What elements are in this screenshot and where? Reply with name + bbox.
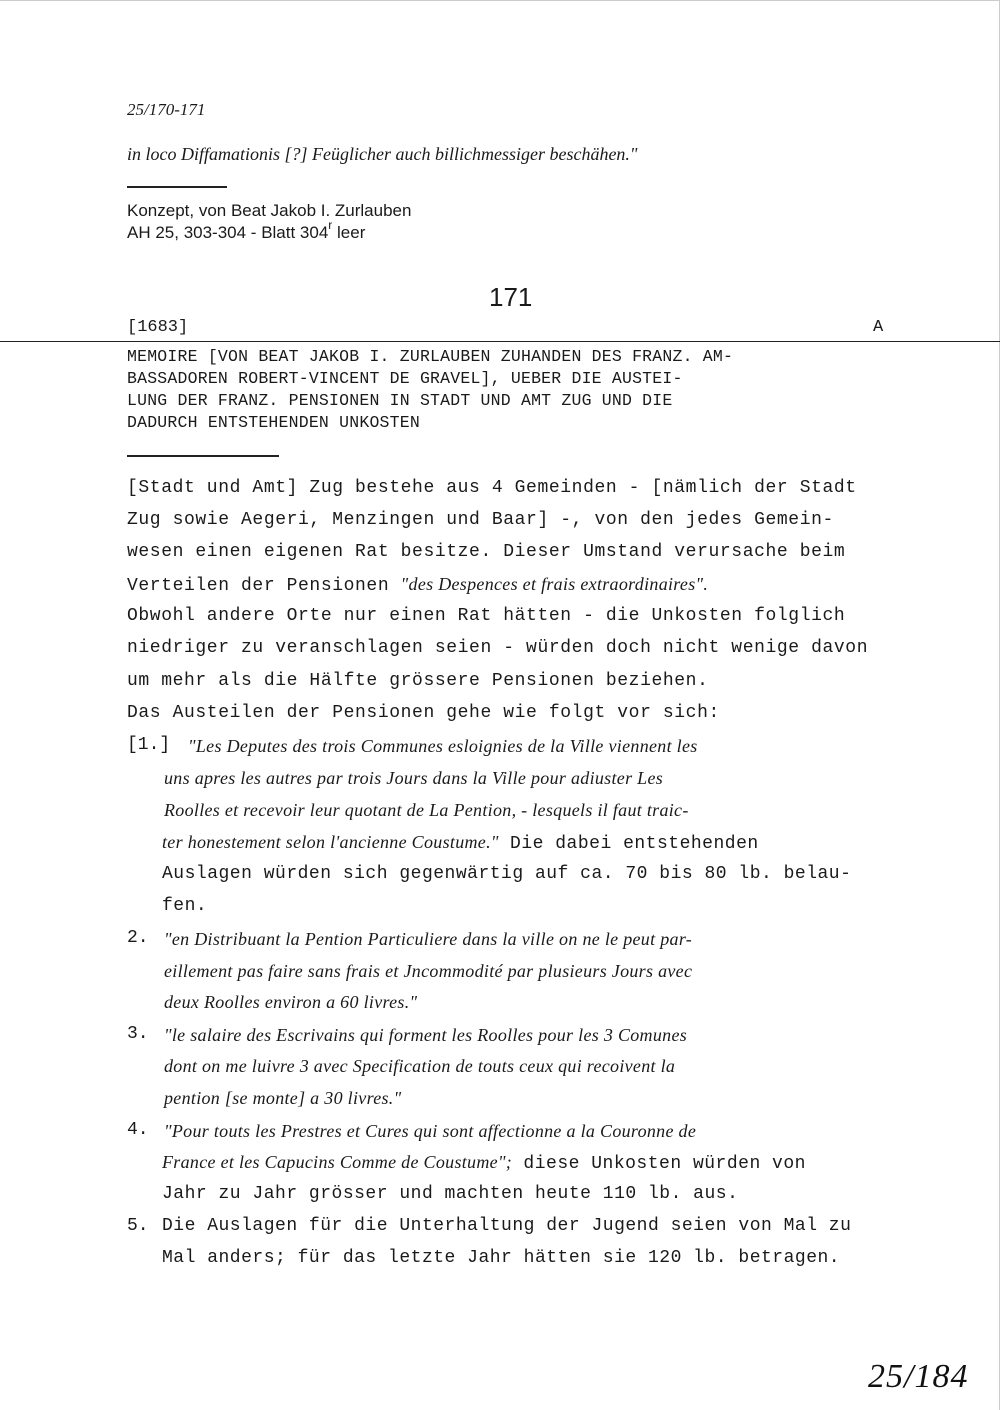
list-item-number: 2. [127, 928, 149, 948]
archive-number: 25/184 [868, 1358, 969, 1395]
paragraph-line: wesen einen eigenen Rat besitze. Dieser Umstand verursache beim [127, 542, 846, 562]
paragraph-line: [Stadt und Amt] Zug bestehe aus 4 Gemeinden - [nämlich der Stadt [127, 478, 857, 498]
document-mark: A [873, 318, 884, 337]
heading-line-2: BASSADOREN ROBERT-VINCENT DE GRAVEL], UEBER DIE AUSTEI- [127, 369, 683, 388]
page-number: 171 [489, 282, 533, 312]
list-item-line: deux Roolles environ a 60 livres." [164, 992, 418, 1012]
list-item-number: 5. [127, 1216, 149, 1236]
source-line-2: AH 25, 303-304 - Blatt 304$^r$ leer [127, 218, 366, 242]
list-item-line: "Pour touts les Prestres et Cures qui sont affectionne a la Couronne de [164, 1121, 697, 1141]
heading-separator-rule [127, 455, 279, 457]
list-item-line: ter honestement selon l'ancienne Coustume." Die dabei entstehenden [162, 832, 759, 854]
separator-rule [127, 186, 227, 188]
list-item-line: uns apres les autres par trois Jours dans la Ville pour adiuster Les [164, 768, 664, 788]
source-line-1: Konzept, von Beat Jakob I. Zurlauben [127, 201, 412, 220]
list-item-line: pention [se monte] a 30 livres." [164, 1088, 402, 1108]
list-item-line: dont on me luivre 3 avec Specification de touts ceux qui recoivent la [164, 1056, 676, 1076]
list-item-line: "le salaire des Escrivains qui forment les Roolles pour les 3 Comunes [164, 1025, 688, 1045]
list-item-line: Auslagen würden sich gegenwärtig auf ca. 70 bis 80 lb. belau- [162, 864, 852, 884]
document-date: [1683] [127, 318, 189, 337]
list-item-number: 3. [127, 1024, 149, 1044]
paragraph-line: Obwohl andere Orte nur einen Rat hätten - die Unkosten folglich [127, 606, 846, 626]
heading-line-1: MEMOIRE [VON BEAT JAKOB I. ZURLAUBEN ZUHANDEN DES FRANZ. AM- [127, 347, 734, 366]
list-item-number: 4. [127, 1120, 149, 1140]
list-item-line: "en Distribuant la Pention Particuliere dans la ville on ne le peut par- [164, 929, 693, 949]
list-item-line: eillement pas faire sans frais et Jncommodité par plusieurs Jours avec [164, 961, 693, 981]
list-item-line: Jahr zu Jahr grösser und machten heute 110 lb. aus. [162, 1184, 739, 1204]
paragraph-line: niedriger zu veranschlagen seien - würden doch nicht wenige davon [127, 638, 869, 658]
closing-quote-line: in loco Diffamationis [?] Feüglicher auch billichmessiger beschähen." [127, 144, 638, 164]
list-item-line: France et les Capucins Comme de Coustume"; diese Unkosten würden von [162, 1152, 806, 1174]
heading-line-3: LUNG DER FRANZ. PENSIONEN IN STADT UND AMT ZUG UND DIE [127, 391, 673, 410]
list-item-line: fen. [162, 896, 208, 916]
paragraph-line: Zug sowie Aegeri, Menzingen und Baar] -, von den jedes Gemein- [127, 510, 834, 530]
list-item-line: Die Auslagen für die Unterhaltung der Jugend seien von Mal zu [162, 1216, 852, 1236]
document-reference: 25/170-171 [127, 100, 206, 119]
header-rule [0, 341, 1000, 342]
list-item-line: Mal anders; für das letzte Jahr hätten sie 120 lb. betragen. [162, 1248, 841, 1268]
paragraph-line: Verteilen der Pensionen "des Despences et frais extraordinaires". [127, 574, 709, 596]
list-item-line: Roolles et recevoir leur quotant de La Pention, - lesquels il faut traic- [164, 800, 689, 820]
paragraph-line: um mehr als die Hälfte grössere Pensionen beziehen. [127, 671, 709, 691]
scan-edge-top [0, 0, 1000, 1]
paragraph-line: Das Austeilen der Pensionen gehe wie folgt vor sich: [127, 703, 720, 723]
heading-line-4: DADURCH ENTSTEHENDEN UNKOSTEN [127, 413, 420, 432]
list-item-number: [1.] [127, 735, 171, 755]
list-item-line: "Les Deputes des trois Communes esloignies de la Ville viennent les [188, 736, 698, 756]
